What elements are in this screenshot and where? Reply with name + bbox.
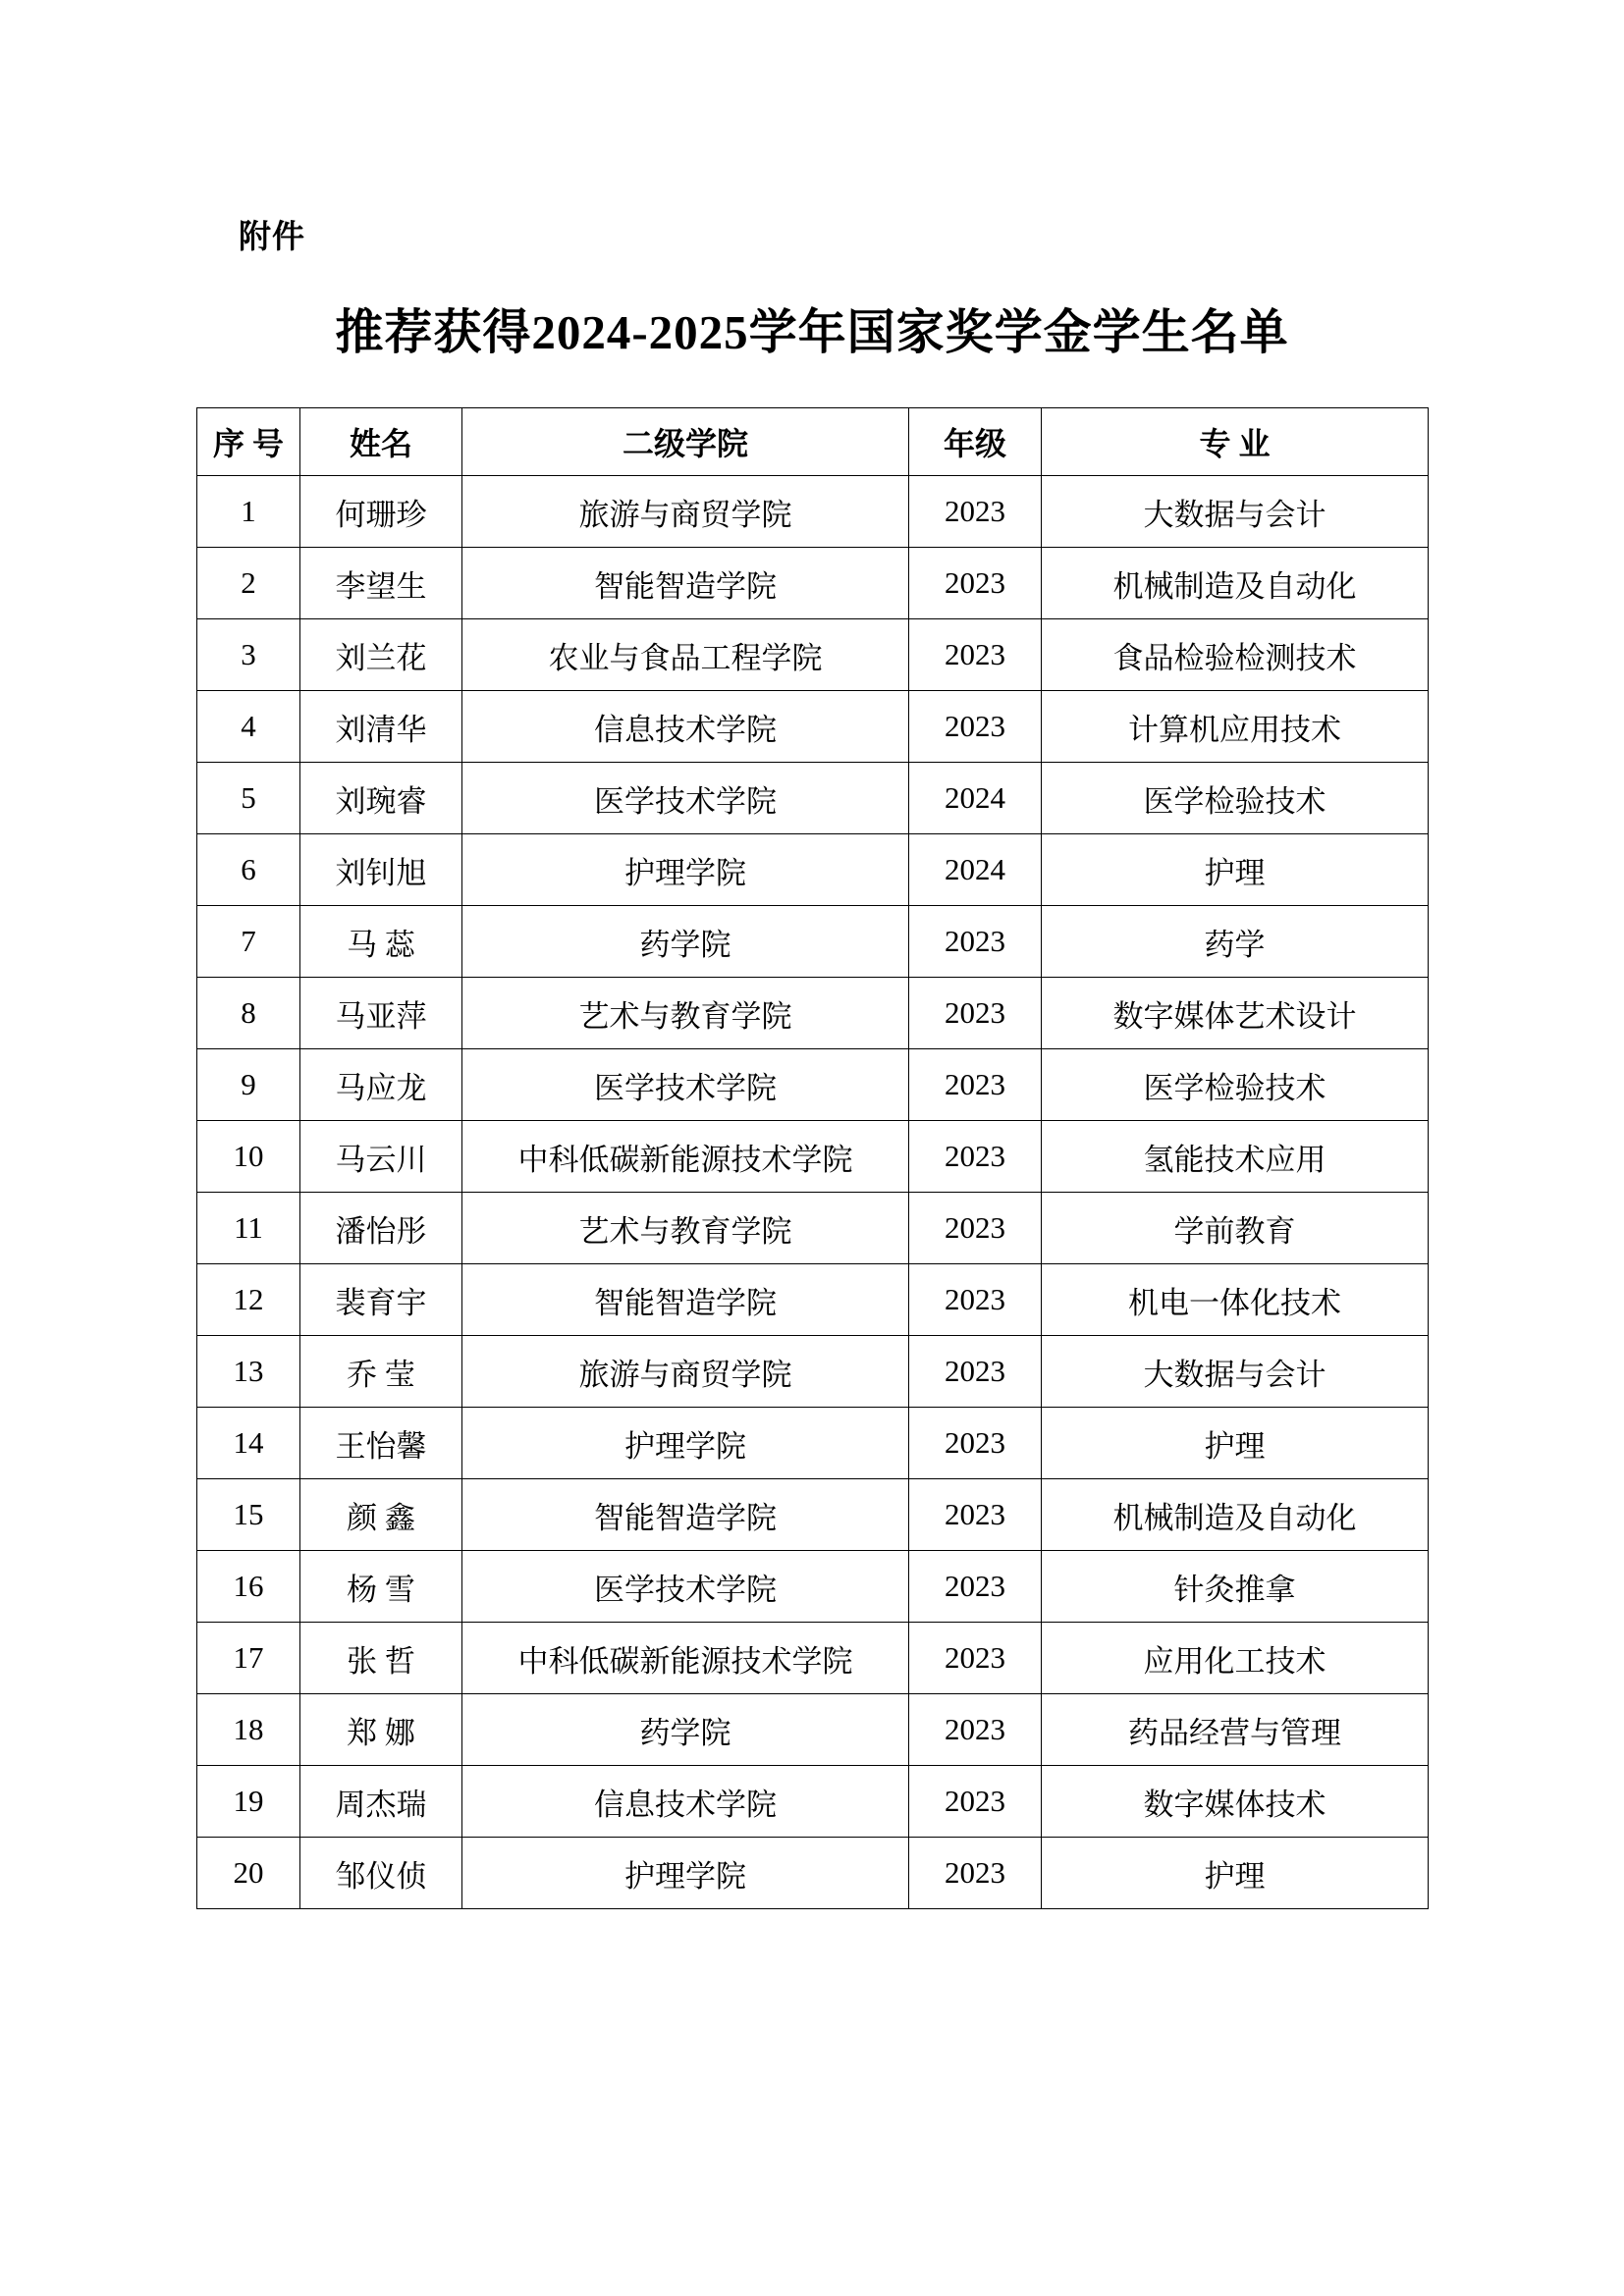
column-header-seq: 序 号 <box>197 408 300 476</box>
cell-college: 护理学院 <box>462 834 909 906</box>
cell-seq: 19 <box>197 1766 300 1838</box>
table-row <box>197 1049 1429 1121</box>
cell-major: 医学检验技术 <box>1042 1049 1429 1121</box>
cell-major: 数字媒体艺术设计 <box>1042 978 1429 1049</box>
cell-major: 食品检验检测技术 <box>1042 619 1429 691</box>
cell-major: 大数据与会计 <box>1042 476 1429 548</box>
cell-college: 智能智造学院 <box>462 1479 909 1551</box>
cell-grade: 2023 <box>909 1838 1042 1909</box>
cell-name: 刘清华 <box>300 691 462 763</box>
table-row <box>197 1336 1429 1408</box>
cell-name: 杨 雪 <box>300 1551 462 1623</box>
table-row <box>197 1121 1429 1193</box>
column-header-grade: 年级 <box>909 408 1042 476</box>
cell-grade: 2023 <box>909 1193 1042 1264</box>
cell-grade: 2023 <box>909 1121 1042 1193</box>
cell-major: 护理 <box>1042 1408 1429 1479</box>
cell-name: 裴育宇 <box>300 1264 462 1336</box>
table-row <box>197 834 1429 906</box>
table-row <box>197 1623 1429 1694</box>
cell-college: 护理学院 <box>462 1408 909 1479</box>
table-row <box>197 691 1429 763</box>
table-row <box>197 1408 1429 1479</box>
cell-grade: 2023 <box>909 619 1042 691</box>
table-row <box>197 1838 1429 1909</box>
cell-name: 马云川 <box>300 1121 462 1193</box>
cell-major: 计算机应用技术 <box>1042 691 1429 763</box>
column-header-name: 姓名 <box>300 408 462 476</box>
cell-grade: 2023 <box>909 1766 1042 1838</box>
cell-college: 信息技术学院 <box>462 1766 909 1838</box>
cell-grade: 2024 <box>909 763 1042 834</box>
cell-major: 护理 <box>1042 1838 1429 1909</box>
table-row <box>197 1479 1429 1551</box>
cell-seq: 13 <box>197 1336 300 1408</box>
cell-major: 医学检验技术 <box>1042 763 1429 834</box>
cell-seq: 5 <box>197 763 300 834</box>
cell-grade: 2023 <box>909 906 1042 978</box>
cell-college: 中科低碳新能源技术学院 <box>462 1623 909 1694</box>
cell-name: 乔 莹 <box>300 1336 462 1408</box>
cell-college: 医学技术学院 <box>462 1551 909 1623</box>
table-row <box>197 763 1429 834</box>
cell-name: 刘钊旭 <box>300 834 462 906</box>
cell-name: 马亚萍 <box>300 978 462 1049</box>
cell-college: 智能智造学院 <box>462 1264 909 1336</box>
table-row <box>197 1551 1429 1623</box>
cell-grade: 2023 <box>909 1408 1042 1479</box>
cell-grade: 2023 <box>909 1049 1042 1121</box>
cell-seq: 16 <box>197 1551 300 1623</box>
cell-name: 颜 鑫 <box>300 1479 462 1551</box>
cell-name: 王怡馨 <box>300 1408 462 1479</box>
cell-seq: 1 <box>197 476 300 548</box>
cell-major: 大数据与会计 <box>1042 1336 1429 1408</box>
cell-seq: 17 <box>197 1623 300 1694</box>
cell-seq: 11 <box>197 1193 300 1264</box>
cell-major: 氢能技术应用 <box>1042 1121 1429 1193</box>
cell-grade: 2023 <box>909 1694 1042 1766</box>
cell-grade: 2023 <box>909 691 1042 763</box>
cell-major: 学前教育 <box>1042 1193 1429 1264</box>
cell-seq: 14 <box>197 1408 300 1479</box>
cell-seq: 2 <box>197 548 300 619</box>
cell-seq: 15 <box>197 1479 300 1551</box>
cell-seq: 10 <box>197 1121 300 1193</box>
table-row <box>197 1264 1429 1336</box>
cell-grade: 2023 <box>909 1264 1042 1336</box>
cell-grade: 2023 <box>909 476 1042 548</box>
cell-seq: 9 <box>197 1049 300 1121</box>
cell-name: 马 蕊 <box>300 906 462 978</box>
cell-college: 医学技术学院 <box>462 763 909 834</box>
cell-college: 医学技术学院 <box>462 1049 909 1121</box>
award-table-container <box>196 407 1428 1909</box>
cell-major: 护理 <box>1042 834 1429 906</box>
cell-grade: 2023 <box>909 1623 1042 1694</box>
cell-college: 信息技术学院 <box>462 691 909 763</box>
cell-college: 药学院 <box>462 906 909 978</box>
table-row <box>197 906 1429 978</box>
cell-college: 旅游与商贸学院 <box>462 1336 909 1408</box>
cell-seq: 18 <box>197 1694 300 1766</box>
cell-grade: 2023 <box>909 1551 1042 1623</box>
cell-grade: 2023 <box>909 1479 1042 1551</box>
cell-name: 张 哲 <box>300 1623 462 1694</box>
cell-name: 刘琬睿 <box>300 763 462 834</box>
cell-grade: 2023 <box>909 1336 1042 1408</box>
table-row <box>197 548 1429 619</box>
award-table <box>196 407 1429 1909</box>
cell-major: 机械制造及自动化 <box>1042 548 1429 619</box>
cell-college: 旅游与商贸学院 <box>462 476 909 548</box>
cell-name: 何珊珍 <box>300 476 462 548</box>
table-row <box>197 1193 1429 1264</box>
cell-college: 药学院 <box>462 1694 909 1766</box>
cell-grade: 2023 <box>909 978 1042 1049</box>
cell-seq: 12 <box>197 1264 300 1336</box>
page-title: 推荐获得2024-2025学年国家奖学金学生名单 <box>335 305 1289 359</box>
table-row <box>197 1766 1429 1838</box>
table-body <box>197 476 1429 1909</box>
cell-seq: 3 <box>197 619 300 691</box>
cell-name: 刘兰花 <box>300 619 462 691</box>
cell-name: 李望生 <box>300 548 462 619</box>
cell-grade: 2023 <box>909 548 1042 619</box>
cell-name: 马应龙 <box>300 1049 462 1121</box>
table-header-row <box>197 408 1429 476</box>
table-row <box>197 619 1429 691</box>
cell-name: 邹仪侦 <box>300 1838 462 1909</box>
cell-grade: 2024 <box>909 834 1042 906</box>
cell-college: 中科低碳新能源技术学院 <box>462 1121 909 1193</box>
table-row <box>197 978 1429 1049</box>
cell-seq: 8 <box>197 978 300 1049</box>
cell-name: 郑 娜 <box>300 1694 462 1766</box>
table-row <box>197 1694 1429 1766</box>
cell-college: 智能智造学院 <box>462 548 909 619</box>
column-header-college: 二级学院 <box>462 408 909 476</box>
cell-college: 艺术与教育学院 <box>462 978 909 1049</box>
cell-college: 艺术与教育学院 <box>462 1193 909 1264</box>
cell-major: 机械制造及自动化 <box>1042 1479 1429 1551</box>
column-header-major: 专 业 <box>1042 408 1429 476</box>
cell-major: 药品经营与管理 <box>1042 1694 1429 1766</box>
cell-seq: 6 <box>197 834 300 906</box>
cell-name: 潘怡彤 <box>300 1193 462 1264</box>
cell-major: 机电一体化技术 <box>1042 1264 1429 1336</box>
table-row <box>197 476 1429 548</box>
cell-seq: 7 <box>197 906 300 978</box>
attachment-label: 附件 <box>239 218 305 254</box>
cell-major: 针灸推拿 <box>1042 1551 1429 1623</box>
cell-major: 应用化工技术 <box>1042 1623 1429 1694</box>
cell-college: 护理学院 <box>462 1838 909 1909</box>
cell-major: 药学 <box>1042 906 1429 978</box>
cell-college: 农业与食品工程学院 <box>462 619 909 691</box>
cell-major: 数字媒体技术 <box>1042 1766 1429 1838</box>
cell-seq: 20 <box>197 1838 300 1909</box>
cell-name: 周杰瑞 <box>300 1766 462 1838</box>
cell-seq: 4 <box>197 691 300 763</box>
